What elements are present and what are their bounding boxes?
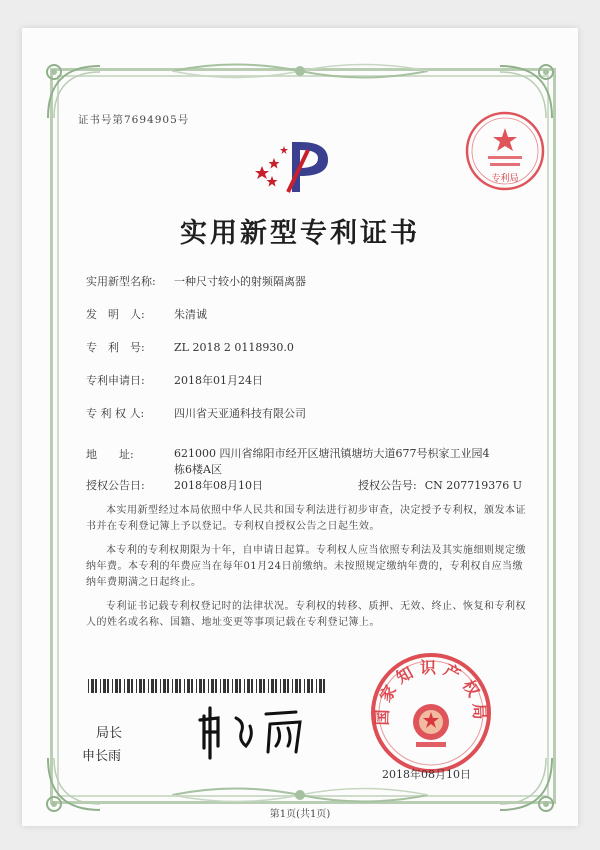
field-patent-number [86,339,294,355]
address-value: 621000 四川省绵阳市经开区塘汛镇塘坊大道677号枳家工业园4栋6楼A区 [174,447,490,476]
field-label: 专利申请日: [86,374,145,387]
field-utility-model-name [86,273,306,289]
field-filing-date [86,372,263,388]
field-label: 发 明 人: [86,308,145,321]
field-value: 2018年01月24日 [174,374,263,387]
patent-office-seal-small [460,106,550,196]
field-grant-number [358,477,522,493]
field-value: 朱清诚 [174,308,207,321]
field-label: 专 利 号: [86,341,145,354]
cnipa-logo-icon [248,136,346,198]
field-value: ZL 2018 2 0118930.0 [174,341,294,354]
director-signature [196,696,326,766]
certificate-title: 实用新型专利证书 [180,218,420,249]
seal-date: 2018年08月10日 [382,768,471,781]
field-label: 地 址: [86,448,134,461]
field-patentee [86,405,306,421]
field-value: CN 207719376 U [424,479,523,492]
small-seal-text: 专利局 [491,174,519,184]
field-value: 2018年08月10日 [174,479,263,492]
field-inventor [86,306,207,322]
field-address [86,446,174,462]
field-grant-date [86,477,263,493]
field-label: 授权公告号: [358,479,417,492]
certificate-number: 证书号第7694905号 [78,114,190,126]
field-value: 一种尺寸较小的射频隔离器 [174,275,306,288]
barcode [88,679,328,693]
certificate-page [22,28,578,826]
director-title: 局长 [96,726,123,741]
paragraph-1: 本实用新型经过本局依照中华人民共和国专利法进行初步审查，决定授予专利权，颁发本证书并在专利登记簿上予以登记。专利权自授权公告之日起生效。 [86,505,526,532]
paragraph-2: 本专利的专利权期限为十年，自申请日起算。专利权人应当依照专利法及其实施细则规定缴纳年费。本专利的年费应当在每年01月24日前缴纳。未按照规定缴纳年费的，专利权自应当缴纳年费期满之日起终止。 [86,545,526,588]
field-label: 实用新型名称: [86,275,156,288]
page-number: 第1页(共1页) [269,809,331,820]
seal-text: 国家知识产权局 [372,658,490,726]
cnipa-official-seal [368,650,494,776]
field-value: 四川省天亚通科技有限公司 [174,407,306,420]
paragraph-3: 专利证书记载专利权登记时的法律状况。专利权的转移、质押、无效、终止、恢复和专利权人的姓名或名称、国籍、地址变更等事项记载在专利登记簿上。 [86,601,526,628]
director-name: 申长雨 [82,749,122,764]
field-label: 授权公告日: [86,479,145,492]
ornament-top [172,58,428,84]
field-label: 专 利 权 人: [86,407,145,420]
